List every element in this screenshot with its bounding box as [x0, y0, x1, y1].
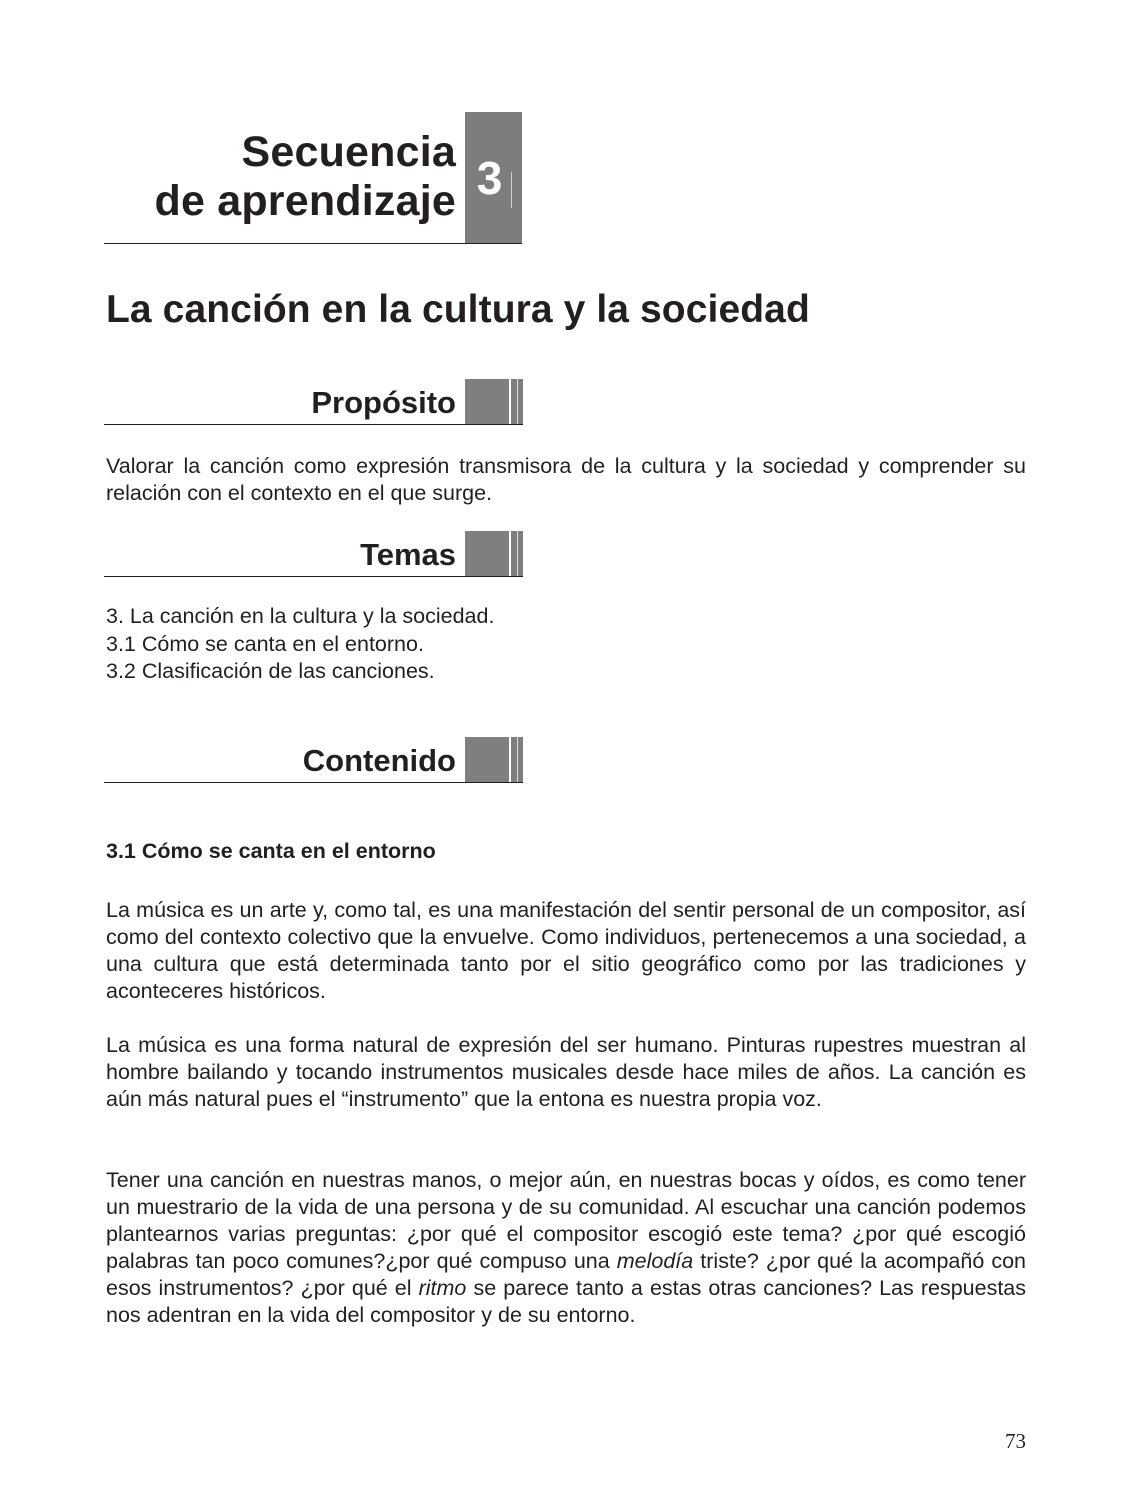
topic-item: 3. La canción en la cultura y la sociedad. [106, 604, 495, 628]
purpose-rule [104, 424, 523, 425]
header-box-stripe [509, 379, 511, 425]
header-box-stripe-thin [517, 737, 518, 783]
topics-list [106, 603, 494, 686]
purpose-text: Valorar la canción como expresión transmisora de la cultura y la sociedad y comprender su relación con el contexto en el que surge. [106, 454, 1026, 505]
content-header [104, 737, 523, 783]
topics-header [104, 531, 523, 577]
purpose-heading: Propósito [311, 385, 456, 420]
italic-term-ritmo: ritmo [418, 1276, 467, 1300]
content-header-box [465, 737, 523, 783]
content-heading: Contenido [302, 743, 456, 778]
purpose-header-box [465, 379, 523, 425]
chapter-rule [104, 243, 522, 244]
header-box-stripe [509, 531, 511, 577]
paragraph-3-text: Tener una canción en nuestras manos, o mejor aún, en nuestras bocas y oídos, es como tener un muestrario de la vida de una persona y de su comunidad. Al escuchar una canción podemos plantearnos varias preguntas: ¿por qué el compositor escogió este tema? ¿por qué escogió palabras tan poco comunes?¿por qué compuso una [106, 1168, 1026, 1273]
header-box-stripe-thin [517, 531, 518, 577]
page-title: La canción en la cultura y la sociedad [106, 288, 810, 331]
chapter-box-stripe [511, 172, 512, 208]
paragraph-3-text: se parece tanto a estas otras canciones? Las respuestas nos adentran en la vida del compositor y de su entorno. [106, 1276, 1026, 1327]
topic-item: 3.1 Cómo se canta en el entorno. [106, 631, 424, 656]
topics-rule [104, 576, 523, 577]
italic-term-melodia: melodía [616, 1249, 694, 1273]
topic-item: 3.2 Clasificación de las canciones. [106, 659, 435, 683]
header-box-stripe [509, 737, 511, 783]
content-subheading: 3.1 Cómo se canta en el entorno [106, 839, 436, 863]
topics-heading: Temas [360, 537, 456, 572]
chapter-title [154, 128, 456, 226]
chapter-number-box [465, 112, 522, 243]
content-paragraph-2: La música es una forma natural de expresión del ser humano. Pinturas rupestres muestran al hombre bailando y tocando instrumentos musicales desde hace miles de años. La canción es aún más natural pues el “instrumento” que la entona es nuestra propia voz. [106, 1033, 1026, 1111]
page-number: 73 [1005, 1429, 1026, 1453]
paragraph-3-text: triste? ¿por qué la acompañó con esos instrumentos? ¿por qué el [106, 1249, 1026, 1300]
header-box-stripe-thin [517, 379, 518, 425]
chapter-header [104, 112, 522, 244]
content-paragraph-3 [106, 1167, 1026, 1329]
content-paragraph-1: La música es un arte y, como tal, es una manifestación del sentir personal de un compositor, así como del contexto colectivo que la envuelve. Como individuos, pertenecemos a una sociedad, a una cultura que está determinada tanto por el sitio geográfico como por las tradiciones y aconteceres históricos. [106, 898, 1026, 1003]
chapter-title-line1: Secuencia [241, 128, 456, 176]
chapter-title-line2: de aprendizaje [154, 177, 456, 225]
chapter-number: 3 [476, 152, 503, 204]
topics-header-box [465, 531, 523, 577]
content-rule [104, 782, 523, 783]
purpose-header [104, 379, 523, 425]
